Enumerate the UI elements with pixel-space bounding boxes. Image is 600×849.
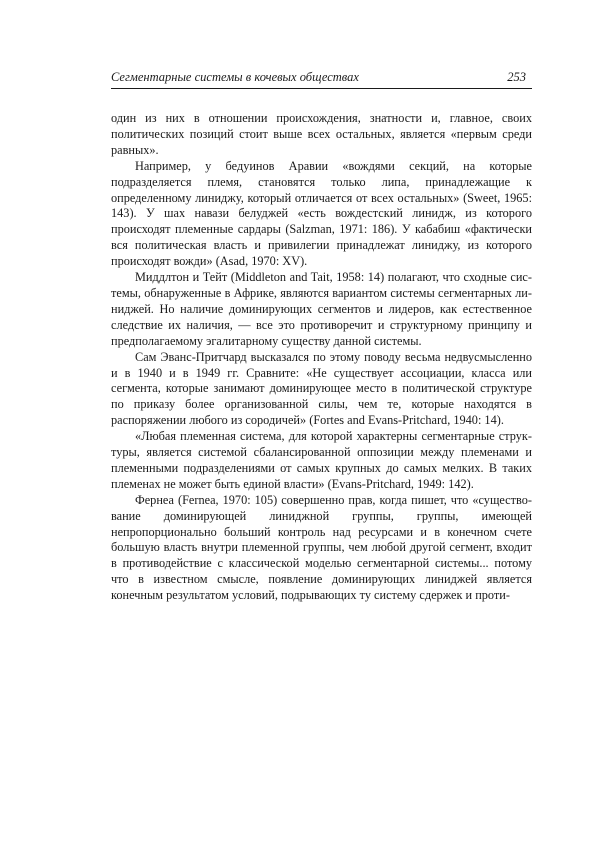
- running-head: [111, 70, 532, 89]
- document-page: [111, 70, 532, 604]
- running-title: Сегментарные системы в кочевых обществах: [111, 70, 359, 84]
- page-number: 253: [507, 70, 526, 84]
- paragraph-quote: «Любая племенная система, для которой характерны сегментарные структуры, является системой сбалансированной оппозиции между племенами и племенными подразделениями от самых крупных до самых мелких. В таких племенах не может быть единой власти» (Evans-Pritchard, 1949: 142).: [111, 429, 532, 491]
- paragraph-continuation: один из них в отношении происхождения, знатности и, главное, своих политических позиций стоит выше всех остальных, является «первым среди равных».: [111, 111, 532, 157]
- paragraph: Миддлтон и Тейт (Middleton and Tait, 1958: 14) полагают, что сходные системы, обнаруженные в Африке, являются вариантом системы сегментарных линиджей. Но наличие доминирующих сегментов и лидеров, как естественное следствие их наличия, — все это противоречит и структурному принципу и предполагаемому эгалитарному существу данной системы.: [111, 270, 532, 348]
- body-text: [111, 111, 532, 604]
- paragraph: Фернеа (Fernea, 1970: 105) совершенно прав, когда пишет, что «существование доминирующей линиджной группы, группы, имеющей непропорционально больший контроль над ресурсами и в конечном счете большую власть внутри племенной группы, чем любой другой сегмент, входит в противодействие с классической моделью сегментарной системы... потому что в известном смысле, появление доминирующих линиджей является конечным результатом условий, подрывающих ту систему сдержек и проти-: [111, 492, 532, 603]
- paragraph: Сам Эванс-Притчард высказался по этому поводу весьма недвусмысленно и в 1940 и в 1949 гг. Сравните: «Не существует ассоциации, класса или сегмента, которые занимают доминирующее место в политической структуре по приказу более организованной силы, чем те, которые находятся в распоряжении любого из сородичей» (Fortes and Evans-Pritchard, 1940: 14).: [111, 349, 532, 428]
- paragraph: Например, у бедуинов Аравии «вождями секций, на которые подразделяется племя, становятся только липа, принадлежащие к определенному линиджу, который отличается от всех остальных» (Sweet, 1965: 143). У шах навази белуджей «есть вождестский линидж, из которого происходят племенные сардары (Salzman, 1971: 186). У кабабиш «фактически вся политическая власть и привилегии принадлежат линиджу, из которого происходят вожди» (Asad, 1970: XV).: [111, 158, 532, 269]
